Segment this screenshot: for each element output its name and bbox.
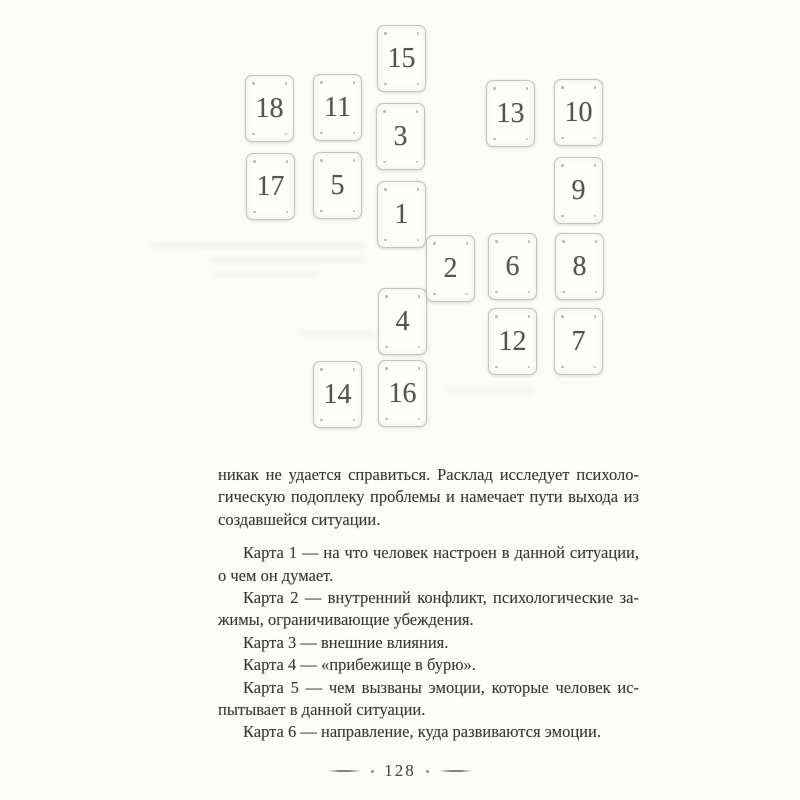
card-number: 1 <box>394 198 409 230</box>
card-corner-pin-dot <box>595 291 598 294</box>
card-corner-pin-dot <box>418 418 421 421</box>
card-corner-pin-dot <box>353 81 356 84</box>
footer-ornament-dot-left <box>371 770 374 773</box>
card-corner-pin-dot <box>285 82 288 85</box>
card-corner-pin-dot <box>384 188 387 191</box>
body-text <box>218 464 639 744</box>
page-number: 128 <box>384 761 416 780</box>
footer-ornament-line-left <box>328 770 361 772</box>
spread-card-3 <box>376 103 425 170</box>
card-corner-pin-dot <box>418 295 421 298</box>
card-number: 13 <box>496 97 525 129</box>
text-line: создавшейся ситуации. <box>218 509 381 529</box>
card-corner-pin-dot <box>561 215 564 218</box>
spread-card-4 <box>378 288 427 355</box>
card-corner-pin-dot <box>495 240 498 243</box>
card-corner-pin-dot <box>383 110 386 113</box>
card-corner-pin-dot <box>253 211 256 214</box>
text-line: Карта 5 — чем вызваны эмоции, которые человек ис- <box>243 677 639 697</box>
spread-card-5 <box>313 152 362 219</box>
card-corner-pin-dot <box>594 86 597 89</box>
text-line: гическую подоплеку проблемы и намечает пути выхода из <box>218 487 639 507</box>
card-number: 4 <box>395 305 410 337</box>
card-corner-pin-dot <box>418 346 421 349</box>
spread-card-17 <box>246 153 295 220</box>
spread-card-15 <box>377 25 426 92</box>
card-corner-pin-dot <box>417 188 420 191</box>
spread-card-10 <box>554 79 603 146</box>
card-corner-pin-dot <box>320 419 323 422</box>
card-corner-pin-dot <box>526 138 529 141</box>
card-corner-pin-dot <box>385 295 388 298</box>
card-corner-pin-dot <box>320 132 323 135</box>
card-corner-pin-dot <box>285 133 288 136</box>
card-corner-pin-dot <box>528 240 531 243</box>
card-corner-pin-dot <box>385 418 388 421</box>
card-corner-pin-dot <box>252 82 255 85</box>
card-corner-pin-dot <box>353 159 356 162</box>
card-corner-pin-dot <box>594 215 597 218</box>
spread-card-6 <box>488 233 537 300</box>
spread-card-8 <box>555 233 604 300</box>
card-number: 6 <box>505 250 520 282</box>
card-corner-pin-dot <box>384 239 387 242</box>
card-number: 5 <box>330 169 345 201</box>
card-corner-pin-dot <box>320 159 323 162</box>
card-corner-pin-dot <box>495 366 498 369</box>
spread-card-13 <box>486 80 535 147</box>
card-corner-pin-dot <box>353 132 356 135</box>
spread-card-18 <box>245 75 294 142</box>
card-corner-pin-dot <box>417 32 420 35</box>
text-line: жимы, ограничивающие убеждения. <box>218 610 474 630</box>
spread-card-14 <box>313 361 362 428</box>
text-line: Карта 6 — направление, куда развиваются эмоции. <box>243 722 601 742</box>
card-corner-pin-dot <box>594 315 597 318</box>
card-corner-pin-dot <box>495 291 498 294</box>
spread-card-7 <box>554 308 603 375</box>
card-number: 16 <box>388 377 417 409</box>
text-line: Карта 4 — «прибежище в бурю». <box>243 655 476 675</box>
footer-ornament-dot-right <box>426 770 429 773</box>
text-line: Карта 3 — внешние влияния. <box>243 632 449 652</box>
card-corner-pin-dot <box>528 315 531 318</box>
card-corner-pin-dot <box>416 161 419 164</box>
card-corner-pin-dot <box>495 315 498 318</box>
spread-card-16 <box>378 360 427 427</box>
card-corner-pin-dot <box>286 211 289 214</box>
card-corner-pin-dot <box>561 366 564 369</box>
footer-ornament-line-right <box>439 770 472 772</box>
card-corner-pin-dot <box>433 242 436 245</box>
spread-card-9 <box>554 157 603 224</box>
card-corner-pin-dot <box>594 164 597 167</box>
page-footer <box>0 761 800 781</box>
card-corner-pin-dot <box>561 137 564 140</box>
card-number: 11 <box>324 91 351 123</box>
card-number: 3 <box>393 120 408 152</box>
card-corner-pin-dot <box>528 291 531 294</box>
card-number: 9 <box>571 174 586 206</box>
text-line: никак не удается справиться. Расклад исследует психоло- <box>218 465 639 484</box>
text-line: пытывает в данной ситуации. <box>218 700 426 720</box>
card-corner-pin-dot <box>594 137 597 140</box>
card-corner-pin-dot <box>526 87 529 90</box>
card-corner-pin-dot <box>493 87 496 90</box>
card-corner-pin-dot <box>416 110 419 113</box>
text-line: Карта 1 — на что человек настроен в данной ситуации, <box>243 543 639 563</box>
spread-card-12 <box>488 308 537 375</box>
card-number: 18 <box>255 92 284 124</box>
card-number: 8 <box>572 250 587 282</box>
card-corner-pin-dot <box>417 239 420 242</box>
card-corner-pin-dot <box>353 419 356 422</box>
spread-card-1 <box>377 181 426 248</box>
card-corner-pin-dot <box>385 367 388 370</box>
card-corner-pin-dot <box>252 133 255 136</box>
card-corner-pin-dot <box>595 240 598 243</box>
text-line: Карта 2 — внутренний конфликт, психологические за- <box>243 588 639 608</box>
card-corner-pin-dot <box>385 346 388 349</box>
card-corner-pin-dot <box>383 161 386 164</box>
card-number: 17 <box>256 170 285 202</box>
card-number: 10 <box>564 96 593 128</box>
card-number: 2 <box>443 252 458 284</box>
card-corner-pin-dot <box>561 164 564 167</box>
card-corner-pin-dot <box>384 83 387 86</box>
card-corner-pin-dot <box>562 291 565 294</box>
card-corner-pin-dot <box>353 368 356 371</box>
card-number: 7 <box>571 325 586 357</box>
card-corner-pin-dot <box>466 242 469 245</box>
card-corner-pin-dot <box>562 240 565 243</box>
card-corner-pin-dot <box>320 81 323 84</box>
card-number: 15 <box>387 42 416 74</box>
card-corner-pin-dot <box>418 367 421 370</box>
card-corner-pin-dot <box>561 86 564 89</box>
card-corner-pin-dot <box>433 293 436 296</box>
card-corner-pin-dot <box>466 293 469 296</box>
card-corner-pin-dot <box>561 315 564 318</box>
card-number: 14 <box>323 378 352 410</box>
card-corner-pin-dot <box>286 160 289 163</box>
card-number: 12 <box>498 325 527 357</box>
card-corner-pin-dot <box>417 83 420 86</box>
text-line: о чем он думает. <box>218 565 334 585</box>
spread-card-2 <box>426 235 475 302</box>
spread-card-11 <box>313 74 362 141</box>
card-corner-pin-dot <box>528 366 531 369</box>
card-corner-pin-dot <box>320 368 323 371</box>
card-corner-pin-dot <box>253 160 256 163</box>
card-corner-pin-dot <box>320 210 323 213</box>
card-corner-pin-dot <box>384 32 387 35</box>
card-corner-pin-dot <box>594 366 597 369</box>
card-corner-pin-dot <box>493 138 496 141</box>
card-corner-pin-dot <box>353 210 356 213</box>
